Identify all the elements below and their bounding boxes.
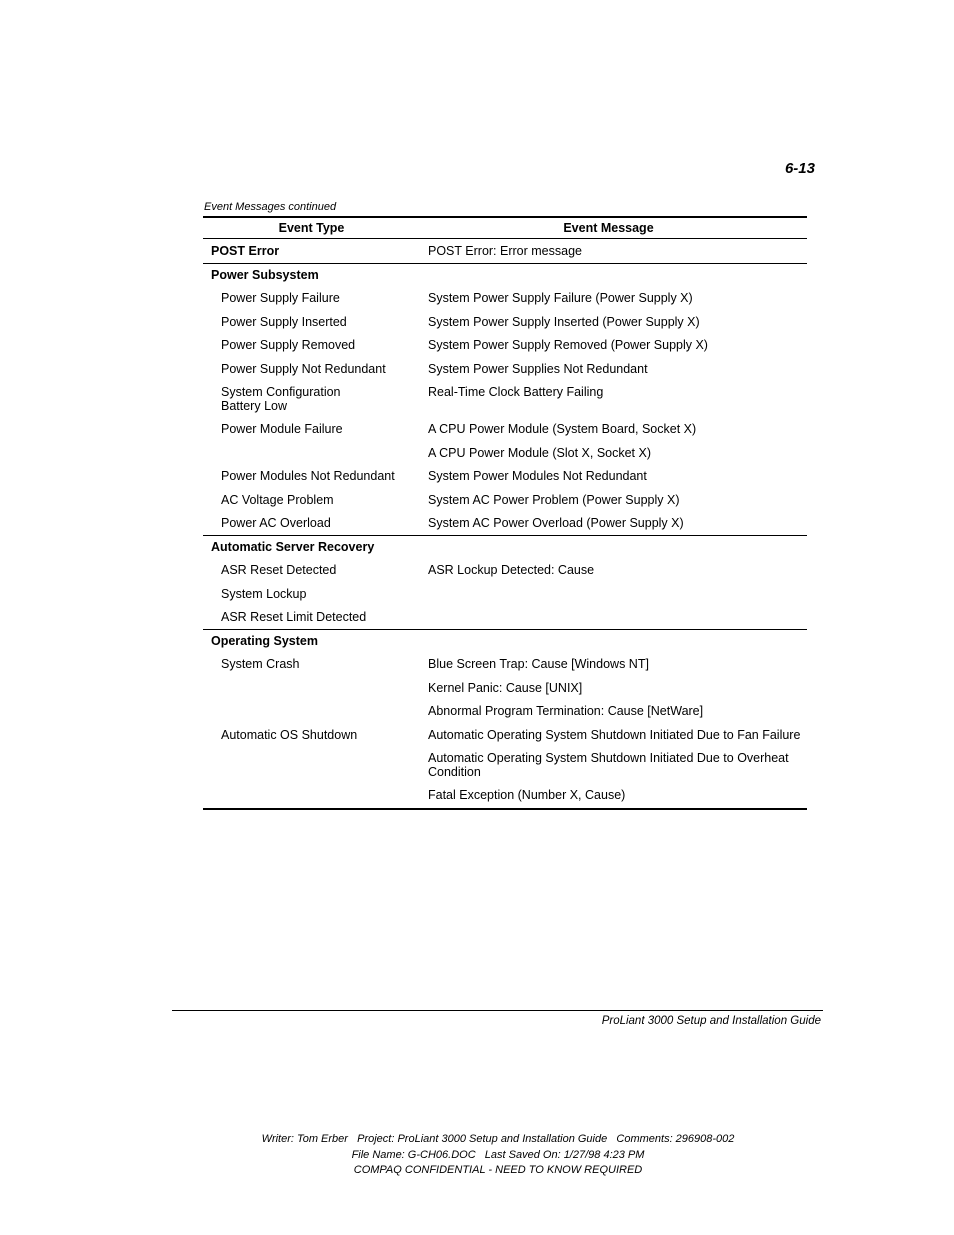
table-row xyxy=(203,338,807,352)
table-row xyxy=(203,291,807,305)
footer-guide-title: ProLiant 3000 Setup and Installation Guide xyxy=(601,1015,821,1027)
table-section xyxy=(203,239,807,264)
event-type-cell xyxy=(203,751,428,779)
event-message-cell xyxy=(428,634,807,648)
table-row xyxy=(203,587,807,601)
table-body xyxy=(203,239,807,808)
category-row xyxy=(203,634,807,648)
event-message-cell: Fatal Exception (Number X, Cause) xyxy=(428,788,626,803)
table-row xyxy=(203,422,807,436)
event-type-cell: AC Voltage Problem xyxy=(221,492,334,507)
table-row xyxy=(203,657,807,671)
event-type-cell: Power Module Failure xyxy=(221,422,343,437)
table-header xyxy=(203,218,807,239)
event-type-cell: System Lockup xyxy=(221,586,307,601)
header-event-message: Event Message xyxy=(563,221,654,235)
event-type-cell: Power Modules Not Redundant xyxy=(221,469,395,484)
event-type-cell: ASR Reset Detected xyxy=(221,563,337,578)
table-row xyxy=(203,469,807,483)
event-message-cell xyxy=(428,540,807,554)
table-row xyxy=(203,610,807,624)
table-row xyxy=(203,493,807,507)
table-section xyxy=(203,630,807,808)
category-row xyxy=(203,268,807,282)
event-type-cell: System Configuration Battery Low xyxy=(221,384,341,413)
event-type-cell: ASR Reset Limit Detected xyxy=(221,610,367,625)
category-row xyxy=(203,540,807,554)
event-type-cell: Power AC Overload xyxy=(221,515,331,530)
event-type-cell: Power Supply Failure xyxy=(221,291,340,306)
event-type-cell xyxy=(203,788,428,802)
category-row xyxy=(203,244,807,258)
event-message-cell xyxy=(428,610,807,624)
table-row xyxy=(203,751,807,779)
event-message-cell: A CPU Power Module (System Board, Socket X) xyxy=(428,422,697,437)
event-message-cell: Kernel Panic: Cause [UNIX] xyxy=(428,680,583,695)
event-message-cell: Blue Screen Trap: Cause [Windows NT] xyxy=(428,657,649,672)
event-type-cell: System Crash xyxy=(221,657,300,672)
footer-meta-confidential: COMPAQ CONFIDENTIAL - NEED TO KNOW REQUIRED xyxy=(353,1164,643,1176)
event-type-cell: Power Supply Not Redundant xyxy=(221,361,386,376)
footer-meta-writer: Writer: Tom Erber Project: ProLiant 3000 Setup and Installation Guide Comments: 296908-002 xyxy=(261,1133,735,1145)
table-row xyxy=(203,704,807,718)
event-type-cell: Automatic OS Shutdown xyxy=(221,727,358,742)
category-label: Automatic Server Recovery xyxy=(211,539,375,554)
event-message-cell xyxy=(428,268,807,282)
table-row xyxy=(203,563,807,577)
event-message-cell: System Power Supply Failure (Power Supply X) xyxy=(428,291,693,306)
event-messages-table xyxy=(203,216,807,810)
event-type-cell: Power Supply Inserted xyxy=(221,314,347,329)
table-row xyxy=(203,446,807,460)
event-message-cell: Automatic Operating System Shutdown Initiated Due to Fan Failure xyxy=(428,727,801,742)
header-event-type: Event Type xyxy=(278,221,345,235)
event-message-cell: System Power Supply Removed (Power Supply X) xyxy=(428,338,708,353)
event-message-cell: System Power Supply Inserted (Power Supply X) xyxy=(428,314,700,329)
event-type-cell xyxy=(203,681,428,695)
event-message-cell: System Power Supplies Not Redundant xyxy=(428,361,648,376)
event-type-cell xyxy=(203,704,428,718)
table-section xyxy=(203,536,807,630)
table-row xyxy=(203,788,807,802)
page-number: 6-13 xyxy=(784,160,815,177)
event-type-cell: Power Supply Removed xyxy=(221,338,356,353)
event-message-cell: Abnormal Program Termination: Cause [NetWare] xyxy=(428,704,704,719)
event-message-cell xyxy=(428,587,807,601)
event-message-cell: System Power Modules Not Redundant xyxy=(428,469,647,484)
event-message-cell: System AC Power Overload (Power Supply X) xyxy=(428,515,684,530)
table-row xyxy=(203,681,807,695)
table-row xyxy=(203,728,807,742)
event-message-cell: ASR Lockup Detected: Cause xyxy=(428,563,595,578)
event-message-cell: POST Error: Error message xyxy=(428,244,582,258)
category-label: POST Error xyxy=(211,244,280,258)
table-section xyxy=(203,264,807,536)
event-message-cell: A CPU Power Module (Slot X, Socket X) xyxy=(428,445,652,460)
table-row xyxy=(203,516,807,530)
category-label: Power Subsystem xyxy=(211,268,319,282)
category-label: Operating System xyxy=(211,634,318,649)
event-message-cell: Real-Time Clock Battery Failing xyxy=(428,384,604,399)
event-message-cell: System AC Power Problem (Power Supply X) xyxy=(428,492,680,507)
table-row xyxy=(203,362,807,376)
table-row xyxy=(203,315,807,329)
footer-meta-filename: File Name: G-CH06.DOC Last Saved On: 1/27/98 4:23 PM xyxy=(351,1149,645,1161)
table-caption: Event Messages continued xyxy=(204,201,337,213)
table-row xyxy=(203,385,807,413)
event-type-cell xyxy=(203,446,428,460)
footer-divider xyxy=(172,1010,823,1011)
event-message-cell: Automatic Operating System Shutdown Initiated Due to Overheat Condition xyxy=(428,751,789,780)
